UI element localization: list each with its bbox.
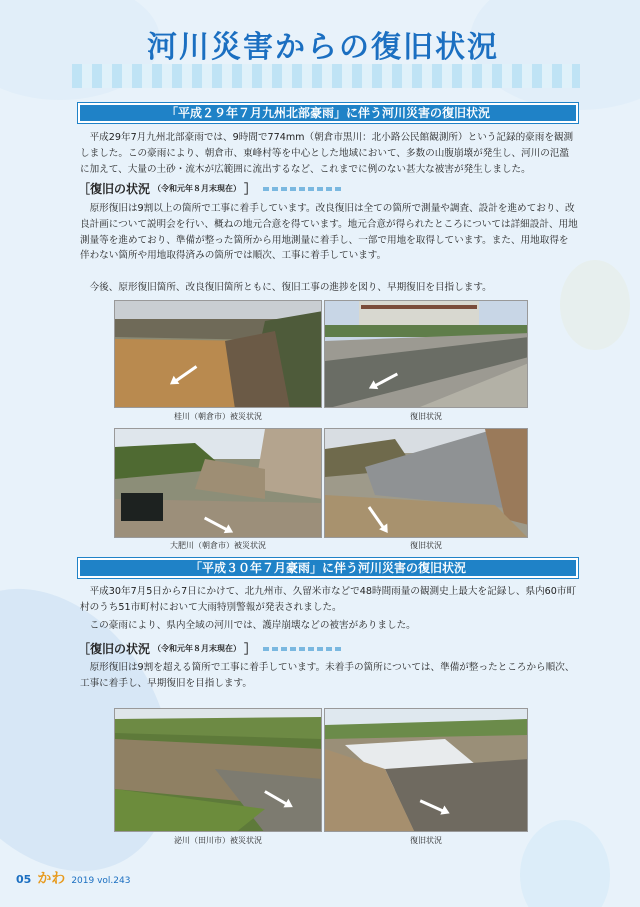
status-label: ［復旧の状況 [78,642,151,656]
photo-obi-damage [114,428,322,538]
photo-katsura-recovery [324,300,528,408]
status-date: （令和元年８月末現在） [153,644,242,653]
section2-status-text: 原形復旧は9割を超える箇所で工事に着手しています。未着手の箇所については、準備が整ったところから順次、工事に着手し、早期復旧を目指します。 [80,662,575,689]
section1-outlook-text: 今後、原形復旧箇所、改良復旧箇所ともに、復旧工事の進捗を図り、早期復旧を目指します。 [89,282,492,293]
status-date: （令和元年８月末現在） [153,184,242,193]
status-close: ］ [244,182,257,196]
section2-damage: この豪雨により、県内全域の河川では、護岸崩壊などの被害がありました。 [89,620,416,631]
section-heading-2018: 「平成３０年７月豪雨」に伴う河川災害の復旧状況 [78,558,578,578]
photo-katsura-damage [114,300,322,408]
photo-caption: 復旧状況 [410,412,442,421]
photo-caption: 泌川（田川市）被災状況 [174,836,262,845]
status-label: ［復旧の状況 [78,182,151,196]
page-title: 河川災害からの復旧状況 [147,30,499,65]
photo-caption: 復旧状況 [410,541,442,550]
section2-status-heading [78,640,343,657]
section2-intro: 平成30年7月5日から7日にかけて、北九州市、久留米市などで48時間雨量の観測史上最大を記録し、県内60市町村のうち51市町村において大雨特別警報が発表されました。 [80,586,577,613]
issue-info: 2019 vol.243 [71,876,131,886]
magazine-logo: かわ [37,871,66,887]
photo-caption: 桂川（朝倉市）被災状況 [174,412,262,421]
section1-status-text: 原形復旧は9割以上の箇所で工事に着手しています。改良復旧は全ての箇所で測量や調査、設計を進めており、改良計画について説明会を行い、概ねの地元合意を得ています。地元合意が得られたところについては詳細設計、用地測量等を進めており、準備が整った箇所から用地測量に着手し、一部で用地を取得しています。また、用地取得を伴わない箇所や用地取得済みの箇所では順次、工事に着手しています。 [80,203,578,262]
photo-obi-recovery [324,428,528,538]
section-heading-2017: 「平成２９年７月九州北部豪雨」に伴う河川災害の復旧状況 [78,103,578,123]
photo-hisokawa-damage [114,708,322,832]
status-close: ］ [244,642,257,656]
page-number: 05 [16,873,32,886]
section1-intro: 平成29年7月九州北部豪雨では、9時間で774mm（朝倉市黒川：北小路公民館観測所）という記録的豪雨を観測しました。この豪雨により、朝倉市、東峰村等を中心とした地域において、多数の山腹崩壊が発生し、河川の氾濫に加えて、大量の土砂・流木が広範囲に流出するなど、これまでに例のない甚大な被害が発生しました。 [80,132,574,175]
title-underline-band [72,64,580,88]
photo-caption: 復旧状況 [410,836,442,845]
dotted-line-decoration [263,647,343,651]
photo-caption: 大肥川（朝倉市）被災状況 [170,541,266,550]
footer [16,868,130,888]
article [66,0,580,907]
photo-hisokawa-recovery [324,708,528,832]
dotted-line-decoration [263,187,343,191]
section1-status-heading [78,180,343,197]
